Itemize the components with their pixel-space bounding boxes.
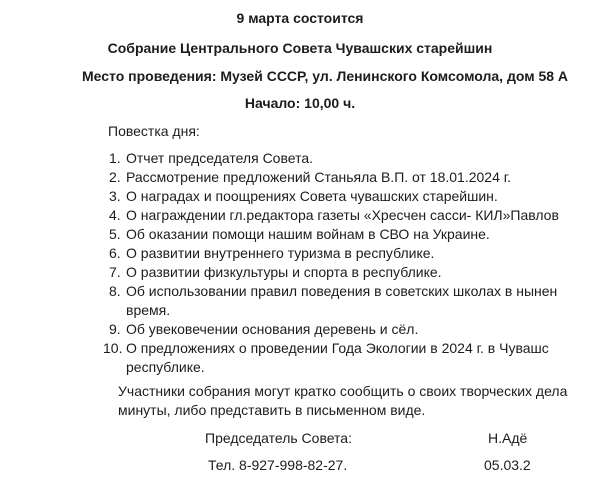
signature-role: Председатель Совета: — [205, 430, 352, 446]
agenda-heading: Повестка дня: — [108, 123, 200, 139]
venue-line: Место проведения: Музей СССР, ул. Ленинского Комсомола, дом 58 А — [82, 68, 569, 84]
agenda-item-text: республике. — [126, 359, 205, 375]
signature-phone: Тел. 8-927-998-82-27. — [208, 457, 348, 473]
agenda-item-number: 1. — [109, 150, 121, 166]
agenda-item-text: время. — [126, 302, 171, 318]
agenda-item-number: 9. — [109, 321, 121, 337]
closing-line-2: минуты, либо представить в письменном виде. — [118, 402, 426, 418]
agenda-item-number: 8. — [109, 283, 121, 299]
agenda-item-number: 7. — [109, 264, 121, 280]
agenda-item-text: Рассмотрение предложений Станьяла В.П. от 18.01.2024 г. — [126, 169, 512, 185]
meeting-title: Собрание Центрального Совета Чувашских старейшин — [107, 40, 493, 56]
agenda-item-text: Об использовании правил поведения в советских школах в нынен — [126, 283, 558, 299]
signature-name: Н.Адё — [488, 430, 528, 446]
agenda-item-number: 10. — [103, 340, 123, 356]
agenda-item-number: 5. — [109, 226, 121, 242]
agenda-item-text: Об оказании помощи нашим войнам в СВО на Украине. — [126, 226, 490, 242]
closing-line-1: Участники собрания могут кратко сообщить о своих творческих дела — [118, 383, 568, 399]
agenda-item-text: О предложениях о проведении Года Экологии в 2024 г. в Чувашс — [126, 340, 549, 356]
agenda-item-text: Отчет председателя Совета. — [126, 150, 314, 166]
agenda-item-number: 3. — [109, 188, 121, 204]
agenda-item-number: 6. — [109, 245, 121, 261]
signature-date: 05.03.2 — [484, 457, 531, 473]
agenda-item-number: 4. — [109, 207, 121, 223]
agenda-item-text: Об увековечении основания деревень и сёл. — [126, 321, 419, 337]
agenda-item-text: О развитии внутреннего туризма в республике. — [126, 245, 435, 261]
agenda-item-text: О награждении гл.редактора газеты «Хресчен сасси- КИЛ»Павлов — [126, 207, 559, 223]
agenda-item-text: О развитии физкультуры и спорта в республике. — [126, 264, 442, 280]
date-line: 9 марта состоится — [236, 10, 364, 26]
start-time: Начало: 10,00 ч. — [244, 95, 356, 111]
agenda-item-text: О наградах и поощрениях Совета чувашских старейшин. — [126, 188, 498, 204]
agenda-item-number: 2. — [109, 169, 121, 185]
